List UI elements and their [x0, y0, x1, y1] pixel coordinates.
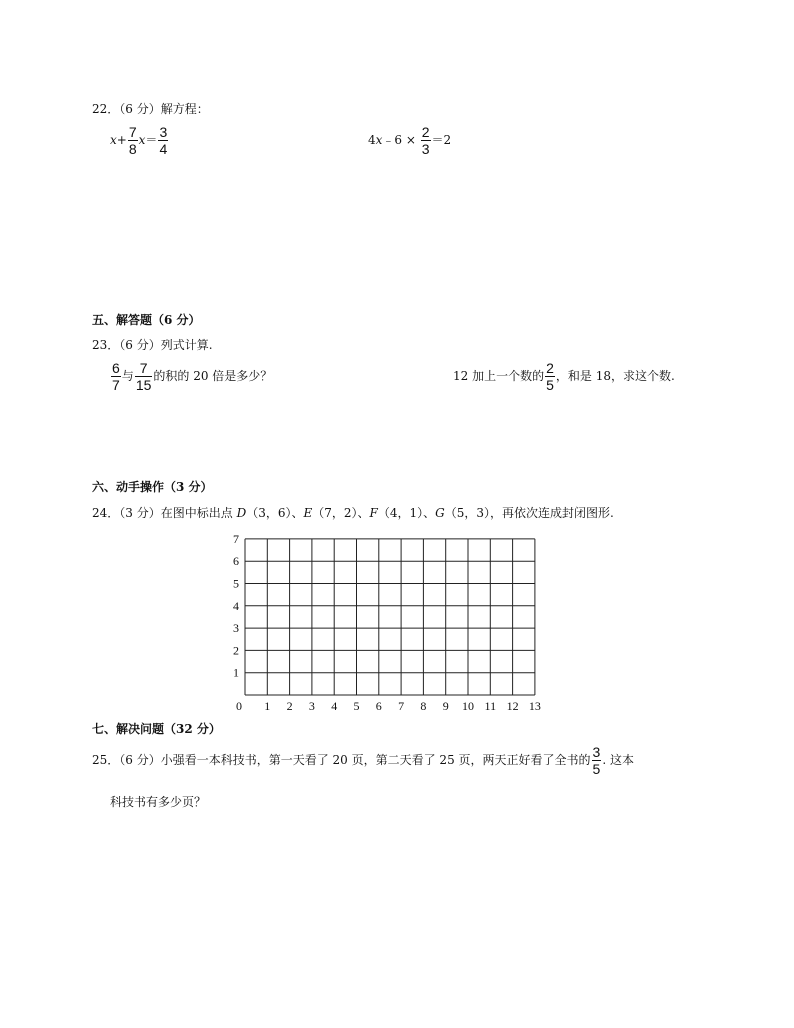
fraction-3-4: [158, 125, 168, 156]
q23-right-problem: [453, 361, 675, 392]
section-7-title: 七、解决问题（32 分）: [92, 722, 221, 736]
x-tick-label: 13: [528, 699, 541, 713]
x-tick-label: 7: [398, 699, 405, 713]
fraction-2-3: [421, 125, 431, 156]
fraction-2-5: [545, 361, 555, 392]
minus-times: ﹣6 ×: [382, 133, 420, 147]
q25-text-after: . 这本: [602, 753, 634, 767]
q24-suffix: ，再依次连成封闭图形.: [490, 506, 614, 520]
denominator: 5: [592, 761, 601, 777]
point-label-e: E: [303, 506, 313, 520]
x-tick-label: 3: [308, 699, 315, 713]
q23-header: 23．（6 分）列式计算.: [92, 338, 213, 352]
numerator: 3: [592, 744, 601, 760]
numerator: 3: [159, 124, 168, 140]
coefficient: 4: [368, 133, 376, 147]
y-tick-label: 4: [233, 598, 239, 613]
x-tick-label: 10: [462, 699, 474, 713]
plus-sign: +: [116, 133, 127, 147]
fraction-7-15: [135, 361, 153, 392]
section-6-title: 六、动手操作（3 分）: [92, 480, 213, 494]
y-tick-label: 3: [233, 621, 239, 636]
x-tick-label: 11: [484, 699, 497, 713]
denominator: 8: [128, 141, 137, 157]
y-tick-label: 5: [233, 576, 239, 591]
point-label-g: G: [435, 506, 445, 520]
q22-equation-1: [110, 125, 169, 156]
x-tick-label: 6: [375, 699, 382, 713]
numerator: 7: [139, 360, 148, 376]
point-label-d: D: [236, 506, 247, 520]
point-coord-d: （3，6）、: [246, 506, 304, 520]
problem-text: 12 加上一个数的: [453, 369, 545, 383]
var-x: x: [375, 133, 383, 147]
grid-lines: [245, 539, 535, 695]
numerator: 7: [128, 124, 137, 140]
q24-prefix: 24．（3 分）在图中标出点: [92, 506, 233, 520]
x-tick-label: 4: [331, 699, 338, 713]
denominator: 4: [159, 141, 168, 157]
q23-left-problem: [110, 361, 272, 392]
problem-text: 的积的 20 倍是多少？: [153, 369, 273, 383]
var-x: x: [110, 133, 117, 147]
fraction-7-8: [128, 125, 138, 156]
fraction-6-7: [111, 361, 121, 392]
x-tick-label: 12: [506, 699, 519, 713]
grid-labels: [233, 532, 541, 713]
q24-text: [92, 504, 614, 521]
x-tick-label: 9: [442, 699, 449, 713]
equals-sign: ＝: [145, 133, 158, 147]
denominator: 15: [135, 377, 152, 393]
point-coord-g: （5，3）: [444, 506, 490, 520]
text-with: 与: [121, 369, 134, 383]
fraction-3-5: [592, 745, 602, 776]
x-tick-label: 2: [286, 699, 293, 713]
point-label-f: F: [369, 506, 378, 520]
point-coord-f: （4，1）、: [377, 506, 436, 520]
numerator: 2: [421, 124, 430, 140]
q22-header: 22．（6 分）解方程：: [92, 102, 209, 116]
y-tick-label: 7: [233, 531, 239, 546]
y-tick-label: 6: [233, 554, 239, 569]
y-tick-label: 1: [233, 665, 239, 680]
q22-equation-2: [368, 125, 451, 156]
equals-two: ＝2: [431, 133, 452, 147]
x-tick-label: 5: [353, 699, 360, 713]
x-tick-label: 1: [264, 699, 271, 713]
coordinate-grid[interactable]: [225, 528, 545, 713]
numerator: 2: [546, 360, 554, 376]
point-coord-e: （7，2）、: [312, 506, 370, 520]
q25-text: 25．（6 分）小强看一本科技书，第一天看了 20 页，第二天看了 25 页，两天正好看了全书的: [92, 753, 591, 767]
y-tick-label: 2: [233, 643, 239, 658]
denominator: 5: [546, 377, 554, 393]
x-tick-label: 8: [420, 699, 427, 713]
var-x: x: [138, 133, 146, 147]
denominator: 7: [112, 377, 120, 393]
section-5-title: 五、解答题（6 分）: [92, 313, 201, 327]
denominator: 3: [421, 141, 430, 157]
problem-text: ，和是 18，求这个数.: [555, 369, 675, 383]
numerator: 6: [112, 360, 120, 376]
q25-line-2: 科技书有多少页？: [110, 795, 207, 809]
q25-line-1: [92, 745, 634, 776]
x-tick-label: 0: [236, 699, 242, 713]
